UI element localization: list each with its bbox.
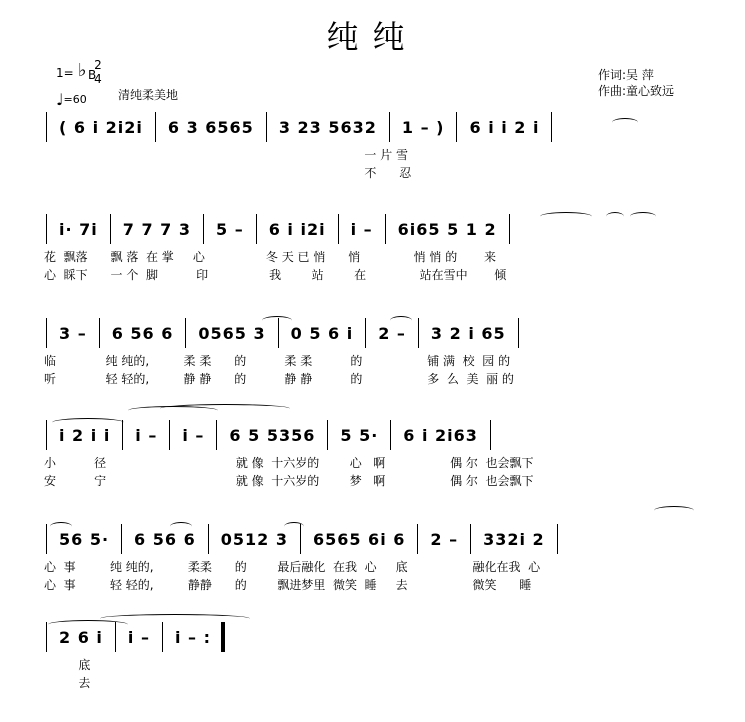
lyrics-verse-1: 花 飘落 飘 落 在 掌 心 冬 天 已 悄 悄 悄 悄 的 来 [44,250,496,264]
barline [390,420,391,450]
barline [99,318,100,348]
key-signature [56,58,116,88]
barline [203,214,204,244]
barline [490,420,491,450]
notation-line [40,418,705,452]
measure: 3 23 5632 [278,117,377,137]
barline [46,318,47,348]
measure: 6 i i 2 i [469,117,540,137]
barline [551,112,552,142]
lyrics-verse-1: 一 片 雪 [44,148,409,162]
measure: 6 56 6 [111,323,174,343]
measure: 2 – [378,323,406,343]
tempo-marking [56,90,87,109]
barline [557,524,558,554]
barline [46,524,47,554]
slur-mark [606,212,624,221]
barline [385,214,386,244]
measure: 6 i i2i [268,219,326,239]
barline [417,524,418,554]
measure: 6 56 6 [134,529,196,549]
measure: 56 5· [59,529,110,549]
slur-mark [50,522,72,531]
barline [266,112,267,142]
barline [418,318,419,348]
notation-line [40,316,705,350]
measure: 6i65 5 1 2 [397,219,497,239]
composer-credit: 作曲:童心致远 [598,84,675,98]
slur-mark [654,506,694,515]
measure: 0565 3 [198,323,266,343]
barline [46,112,47,142]
slur-mark [160,404,290,413]
barline [456,112,457,142]
lyrics-verse-1: 底 [44,658,91,672]
barline [509,214,510,244]
time-numerator: 2 [94,58,102,72]
expression-marking: 清纯柔美地 [118,88,179,102]
lyrics-verse-1: 心 事 纯 纯的, 柔柔 的 最后融化 在我 心 底 融化在我 心 [44,560,541,574]
notation-line [40,620,705,654]
slur-mark [170,522,192,531]
measure: i 2 i i [59,425,111,445]
measure: 3 – [59,323,87,343]
barline [365,318,366,348]
measure: i – [182,425,205,445]
measure: 0 5 6 i [290,323,354,343]
slur-mark [52,418,124,427]
slur-mark [630,212,656,221]
slur-mark [540,212,592,221]
measure: 6 i 2i63 [403,425,478,445]
barline [256,214,257,244]
slur-mark [100,614,250,623]
measure: i – [127,627,150,647]
measure: 6565 6i 6 [312,529,406,549]
barline [208,524,209,554]
measure: 1 – ) [401,117,445,137]
barline [470,524,471,554]
measure: 6 5 5356 [229,425,316,445]
measure: i – : [174,627,211,647]
final-barline [221,622,225,652]
lyrics-verse-1: 小 径 就 像 十六岁的 心 啊 偶 尔 也会飘下 [44,456,534,470]
measure: 2 – [430,529,459,549]
barline [155,112,156,142]
measure: 0512 3 [220,529,288,549]
measure: 332i 2 [483,529,545,549]
lyrics-verse-2: 安 宁 就 像 十六岁的 梦 啊 偶 尔 也会飘下 [44,474,534,488]
measure: 2 6 i [59,627,103,647]
barline [110,214,111,244]
key-label: 1= [56,66,74,80]
time-denominator: 4 [94,72,102,86]
barline [185,318,186,348]
lyrics-verse-1: 临 纯 纯的, 柔 柔 的 柔 柔 的 铺 满 校 园 的 [44,354,511,368]
barline [216,420,217,450]
measure: 5 – [216,219,244,239]
barline [46,214,47,244]
barline [46,420,47,450]
slur-mark [284,522,304,531]
measure: i· 7i [59,219,98,239]
lyrics-verse-2: 去 [44,676,91,690]
slur-mark [262,316,292,325]
measure: i – [350,219,373,239]
barline [46,622,47,652]
measure: ( 6 i 2i2i [59,117,143,137]
barline [338,214,339,244]
barline [169,420,170,450]
page-title: 纯纯 [326,18,419,56]
tempo-value: =60 [63,93,87,106]
barline [389,112,390,142]
key-note: B [88,68,97,82]
barline [518,318,519,348]
time-signature [92,58,104,86]
quarter-note-icon: ♩ [56,90,64,109]
lyrics-verse-2: 听 轻 轻的, 静 静 的 静 静 的 多 么 美 丽 的 [44,372,514,386]
slur-mark [612,118,638,127]
measure: 6 3 6565 [167,117,254,137]
notation-line [40,522,705,556]
measure: 3 2 i 65 [430,323,506,343]
lyrics-verse-2: 心 事 轻 轻的, 静静 的 飘进梦里 微笑 睡 去 微笑 睡 [44,578,532,592]
lyrics-verse-2: 心 睬下 一 个 脚 印 我 站 在 站在雪中 倾 [44,268,507,282]
flat-icon: ♭ [78,60,87,81]
measure: 7 7 7 3 [122,219,191,239]
notation-line [40,110,705,144]
slur-mark [390,316,412,325]
barline [327,420,328,450]
measure: i – [135,425,158,445]
barline [121,524,122,554]
lyricist-credit: 作词:吴 萍 [598,68,654,82]
lyrics-verse-2: 不 忍 [44,166,412,180]
measure: 5 5· [340,425,379,445]
barline [162,622,163,652]
